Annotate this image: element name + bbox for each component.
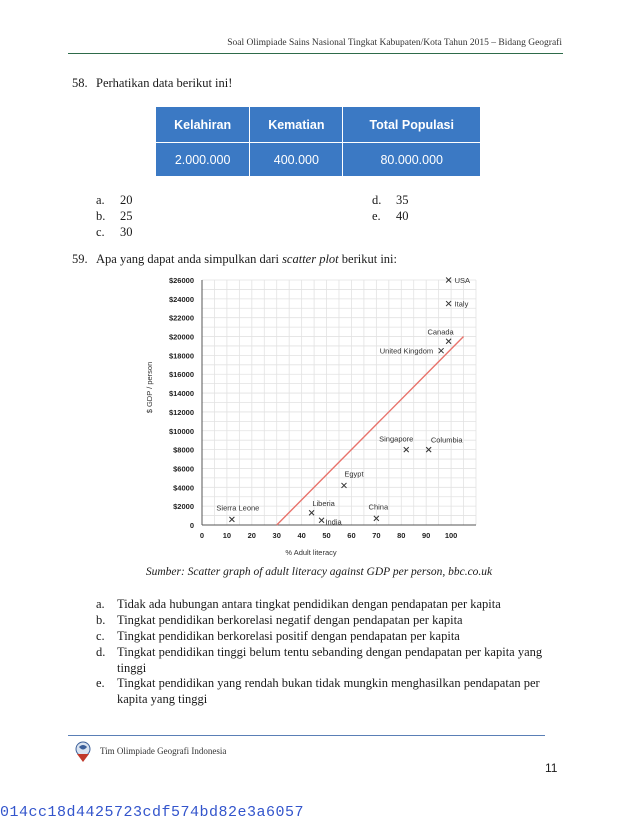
table-header: Kematian	[250, 107, 343, 143]
data-point	[369, 502, 389, 520]
data-point	[216, 503, 259, 522]
q58-option-c: c. 30	[96, 225, 133, 239]
y-tick-label: $18000	[168, 351, 194, 361]
point-label: Egypt	[344, 469, 364, 479]
x-tick-label: 0	[199, 531, 205, 540]
data-point	[427, 327, 454, 344]
y-tick-label: $16000	[168, 370, 194, 380]
question-58-text: Perhatikan data berikut ini!	[96, 76, 233, 90]
footer-divider	[68, 735, 545, 736]
y-tick-label: $22000	[168, 313, 194, 323]
table-cell: 400.000	[250, 143, 343, 177]
point-label: United Kingdom	[379, 346, 434, 356]
q58-option-b: b. 25	[96, 209, 133, 223]
data-point	[446, 276, 470, 285]
x-tick-label: 70	[372, 531, 381, 540]
question-58-number: 58.	[72, 76, 88, 90]
scatter-chart	[140, 270, 485, 560]
page-number: 11	[545, 761, 558, 775]
q59-option-d: d. Tingkat pendidikan tinggi belum tentu sebanding dengan pendapatan per kapita yang tinggi	[96, 645, 543, 675]
x-tick-label: 60	[347, 531, 356, 540]
data-point	[341, 469, 364, 488]
y-tick-label: $10000	[168, 426, 194, 436]
y-tick-label: $26000	[168, 276, 194, 285]
page-header: Soal Olimpiade Sains Nasional Tingkat Kabupaten/Kota Tahun 2015 – Bidang Geografi	[227, 38, 562, 48]
point-label: Canada	[427, 327, 454, 337]
q58-options-right	[372, 192, 409, 224]
point-label: India	[325, 517, 342, 527]
table-cell: 80.000.000	[343, 143, 481, 177]
x-tick-label: 90	[422, 531, 431, 540]
point-label: Columbia	[430, 435, 463, 445]
point-label: Sierra Leone	[216, 503, 260, 513]
table-cell: 2.000.000	[156, 143, 250, 177]
x-tick-label: 100	[444, 531, 458, 540]
y-tick-label: $2000	[173, 502, 194, 512]
document-hash: 014cc18d4425723cdf574bd82e3a6057	[0, 804, 305, 821]
y-tick-label: 0	[189, 521, 194, 530]
q58-options-left	[96, 192, 133, 240]
y-tick-label: $12000	[168, 407, 194, 417]
q59-option-c: c. Tingkat pendidikan berkorelasi positif dengan pendapatan per kapita	[96, 629, 460, 643]
population-table	[155, 106, 481, 177]
question-58	[72, 76, 232, 91]
point-label: Italy	[454, 299, 469, 309]
point-label: Liberia	[312, 498, 335, 508]
point-label: USA	[454, 276, 471, 285]
chart-grid	[202, 280, 476, 525]
y-tick-label: $20000	[168, 332, 194, 342]
table-header: Kelahiran	[156, 107, 250, 143]
header-divider	[68, 53, 563, 54]
q58-option-d: d. 35	[372, 193, 409, 207]
point-label: China	[368, 502, 389, 512]
data-point	[380, 347, 444, 356]
x-tick-label: 10	[222, 531, 232, 540]
y-tick-label: $6000	[173, 464, 194, 474]
point-label: Singapore	[379, 434, 414, 444]
x-tick-label: 50	[322, 531, 331, 540]
q58-option-e: e. 40	[372, 209, 409, 223]
table-header: Total Populasi	[343, 107, 481, 143]
y-tick-label: $8000	[173, 445, 194, 455]
y-tick-label: $4000	[173, 483, 194, 493]
footer-text: Tim Olimpiade Geografi Indonesia	[100, 746, 227, 756]
y-tick-label: $24000	[168, 294, 194, 304]
x-axis-label: % Adult literacy	[285, 548, 337, 557]
x-tick-label: 20	[247, 531, 256, 540]
chart-points	[216, 276, 470, 526]
question-59: 59. Apa yang dapat anda simpulkan dari scatter plot berikut ini:	[72, 252, 397, 266]
olympiad-logo-icon	[72, 740, 94, 764]
question-59-number: 59.	[72, 252, 88, 266]
chart-caption: Sumber: Scatter graph of adult literacy against GDP per person, bbc.co.uk	[145, 566, 493, 578]
q59-option-a: a. Tidak ada hubungan antara tingkat pendidikan dengan pendapatan per kapita	[96, 597, 501, 611]
q59-option-b: b. Tingkat pendidikan berkorelasi negatif dengan pendapatan per kapita	[96, 613, 463, 627]
x-tick-label: 80	[397, 531, 406, 540]
q58-option-a: a. 20	[96, 193, 133, 207]
x-tick-label: 30	[272, 531, 281, 540]
data-point	[446, 300, 469, 309]
x-tick-label: 40	[297, 531, 306, 540]
data-point	[309, 499, 336, 516]
y-axis-label: $ GDP / person	[145, 361, 154, 414]
q59-option-e: e. Tingkat pendidikan yang rendah bukan tidak mungkin menghasilkan pendapatan per kapita yang tinggi	[96, 676, 540, 706]
y-tick-label: $14000	[168, 389, 194, 399]
